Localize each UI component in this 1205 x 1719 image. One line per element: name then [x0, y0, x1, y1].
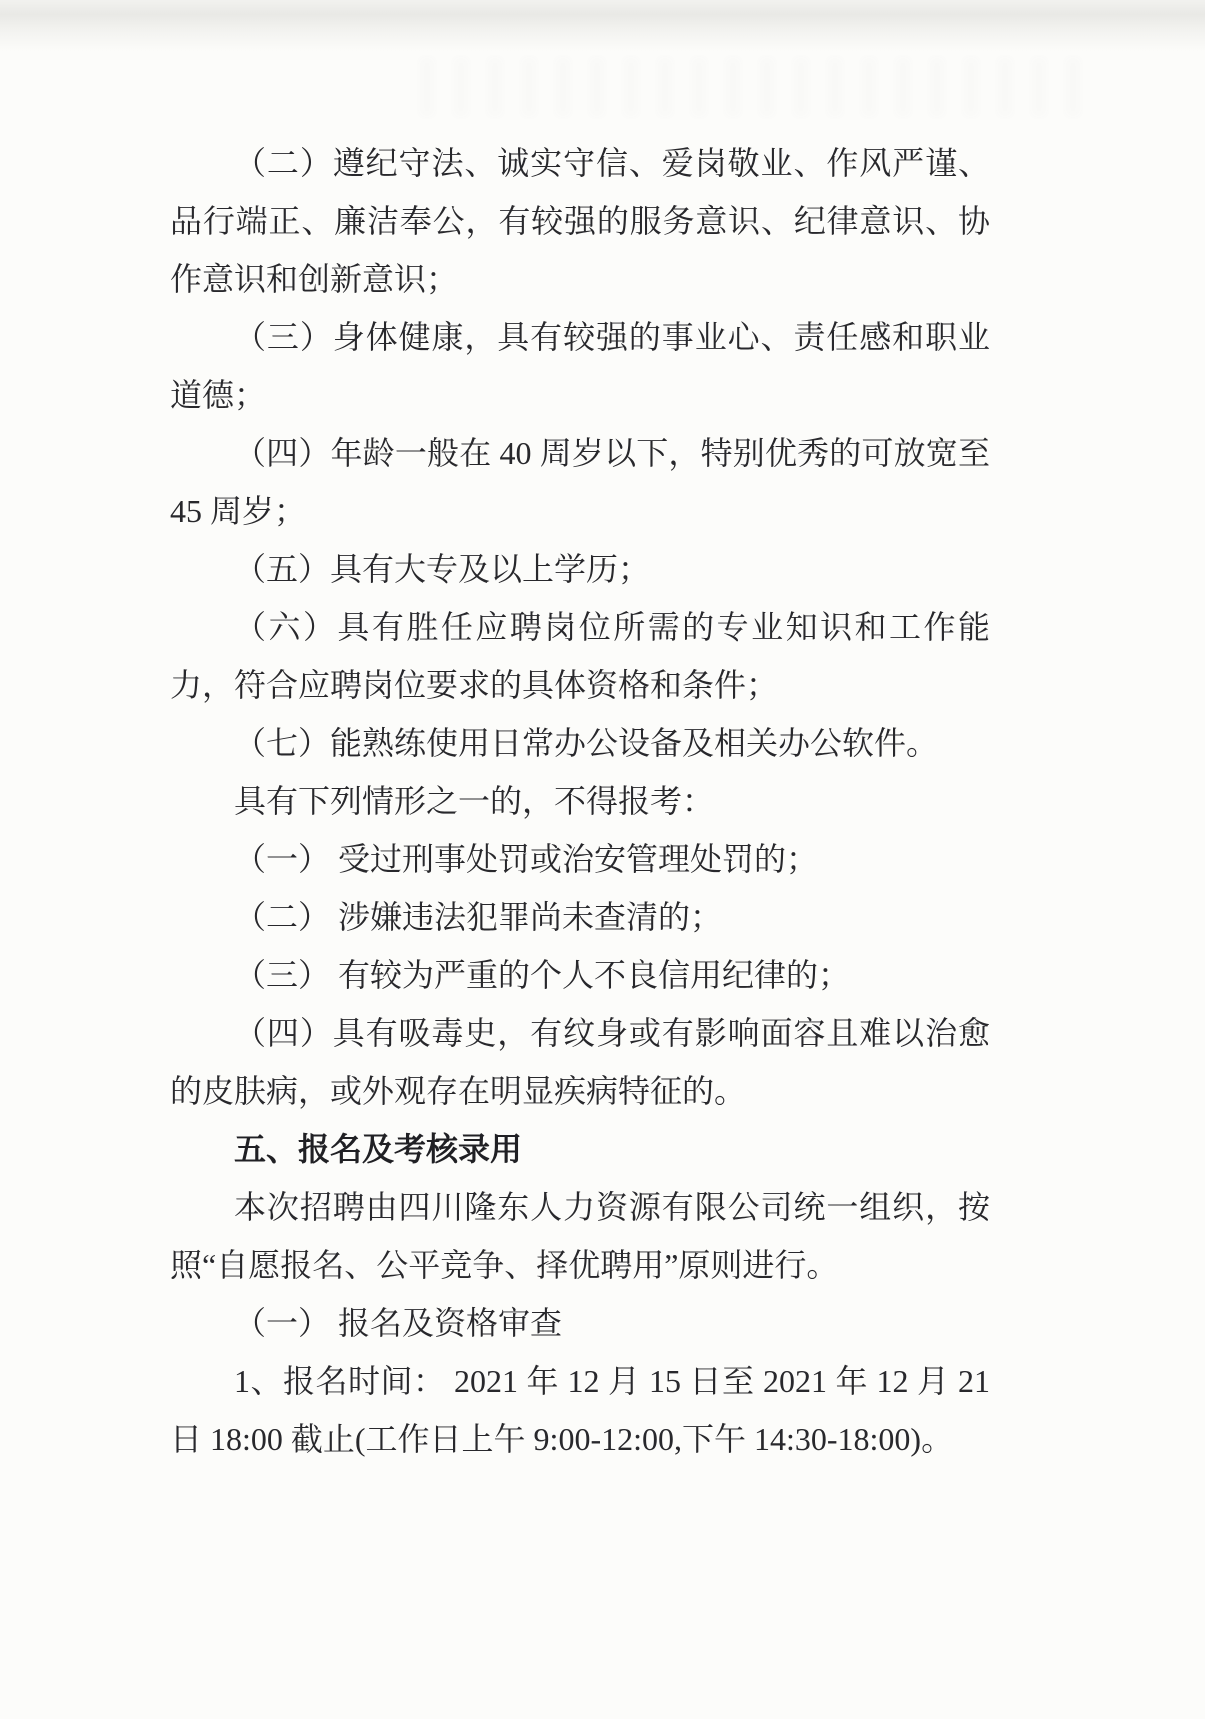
scan-artifact-top-band [0, 0, 1205, 52]
paragraph: （三） 有较为严重的个人不良信用纪律的； [234, 957, 851, 993]
paragraph: （五）具有大专及以上学历； [234, 551, 651, 587]
paragraph: 1、报名时间： 2021 年 12 月 15 日至 2021 年 12 月 21 日 18:00 截止(工作日上午 9:00-12:00,下午 14:30-18:00)。 [170, 1363, 990, 1457]
paragraph: （二）遵纪守法、诚实守信、爱岗敬业、作风严谨、品行端正、廉洁奉公，有较强的服务意识、纪律意识、协作意识和创新意识； [170, 145, 990, 297]
scan-artifact-bleedthrough [420, 58, 1080, 116]
paragraph: （三）身体健康，具有较强的事业心、责任感和职业道德； [170, 319, 990, 413]
document-text [170, 134, 990, 1468]
paragraph: （四）具有吸毒史，有纹身或有影响面容且难以治愈的皮肤病，或外观存在明显疾病特征的。 [170, 1015, 990, 1109]
paragraph: （二） 涉嫌违法犯罪尚未查清的； [234, 899, 723, 935]
section-heading: 五、报名及考核录用 [234, 1131, 523, 1167]
paragraph: （一） 受过刑事处罚或治安管理处罚的； [234, 841, 819, 877]
paragraph: 具有下列情形之一的，不得报考： [234, 783, 715, 819]
paragraph: （一） 报名及资格审查 [234, 1305, 563, 1341]
paragraph: （六）具有胜任应聘岗位所需的专业知识和工作能力，符合应聘岗位要求的具体资格和条件； [170, 609, 990, 703]
paragraph: （四）年龄一般在 40 周岁以下，特别优秀的可放宽至 45 周岁； [170, 435, 990, 529]
paragraph: 本次招聘由四川隆东人力资源有限公司统一组织，按照“自愿报名、公平竞争、择优聘用”原则进行。 [170, 1189, 990, 1283]
paragraph: （七）能熟练使用日常办公设备及相关办公软件。 [234, 725, 939, 761]
